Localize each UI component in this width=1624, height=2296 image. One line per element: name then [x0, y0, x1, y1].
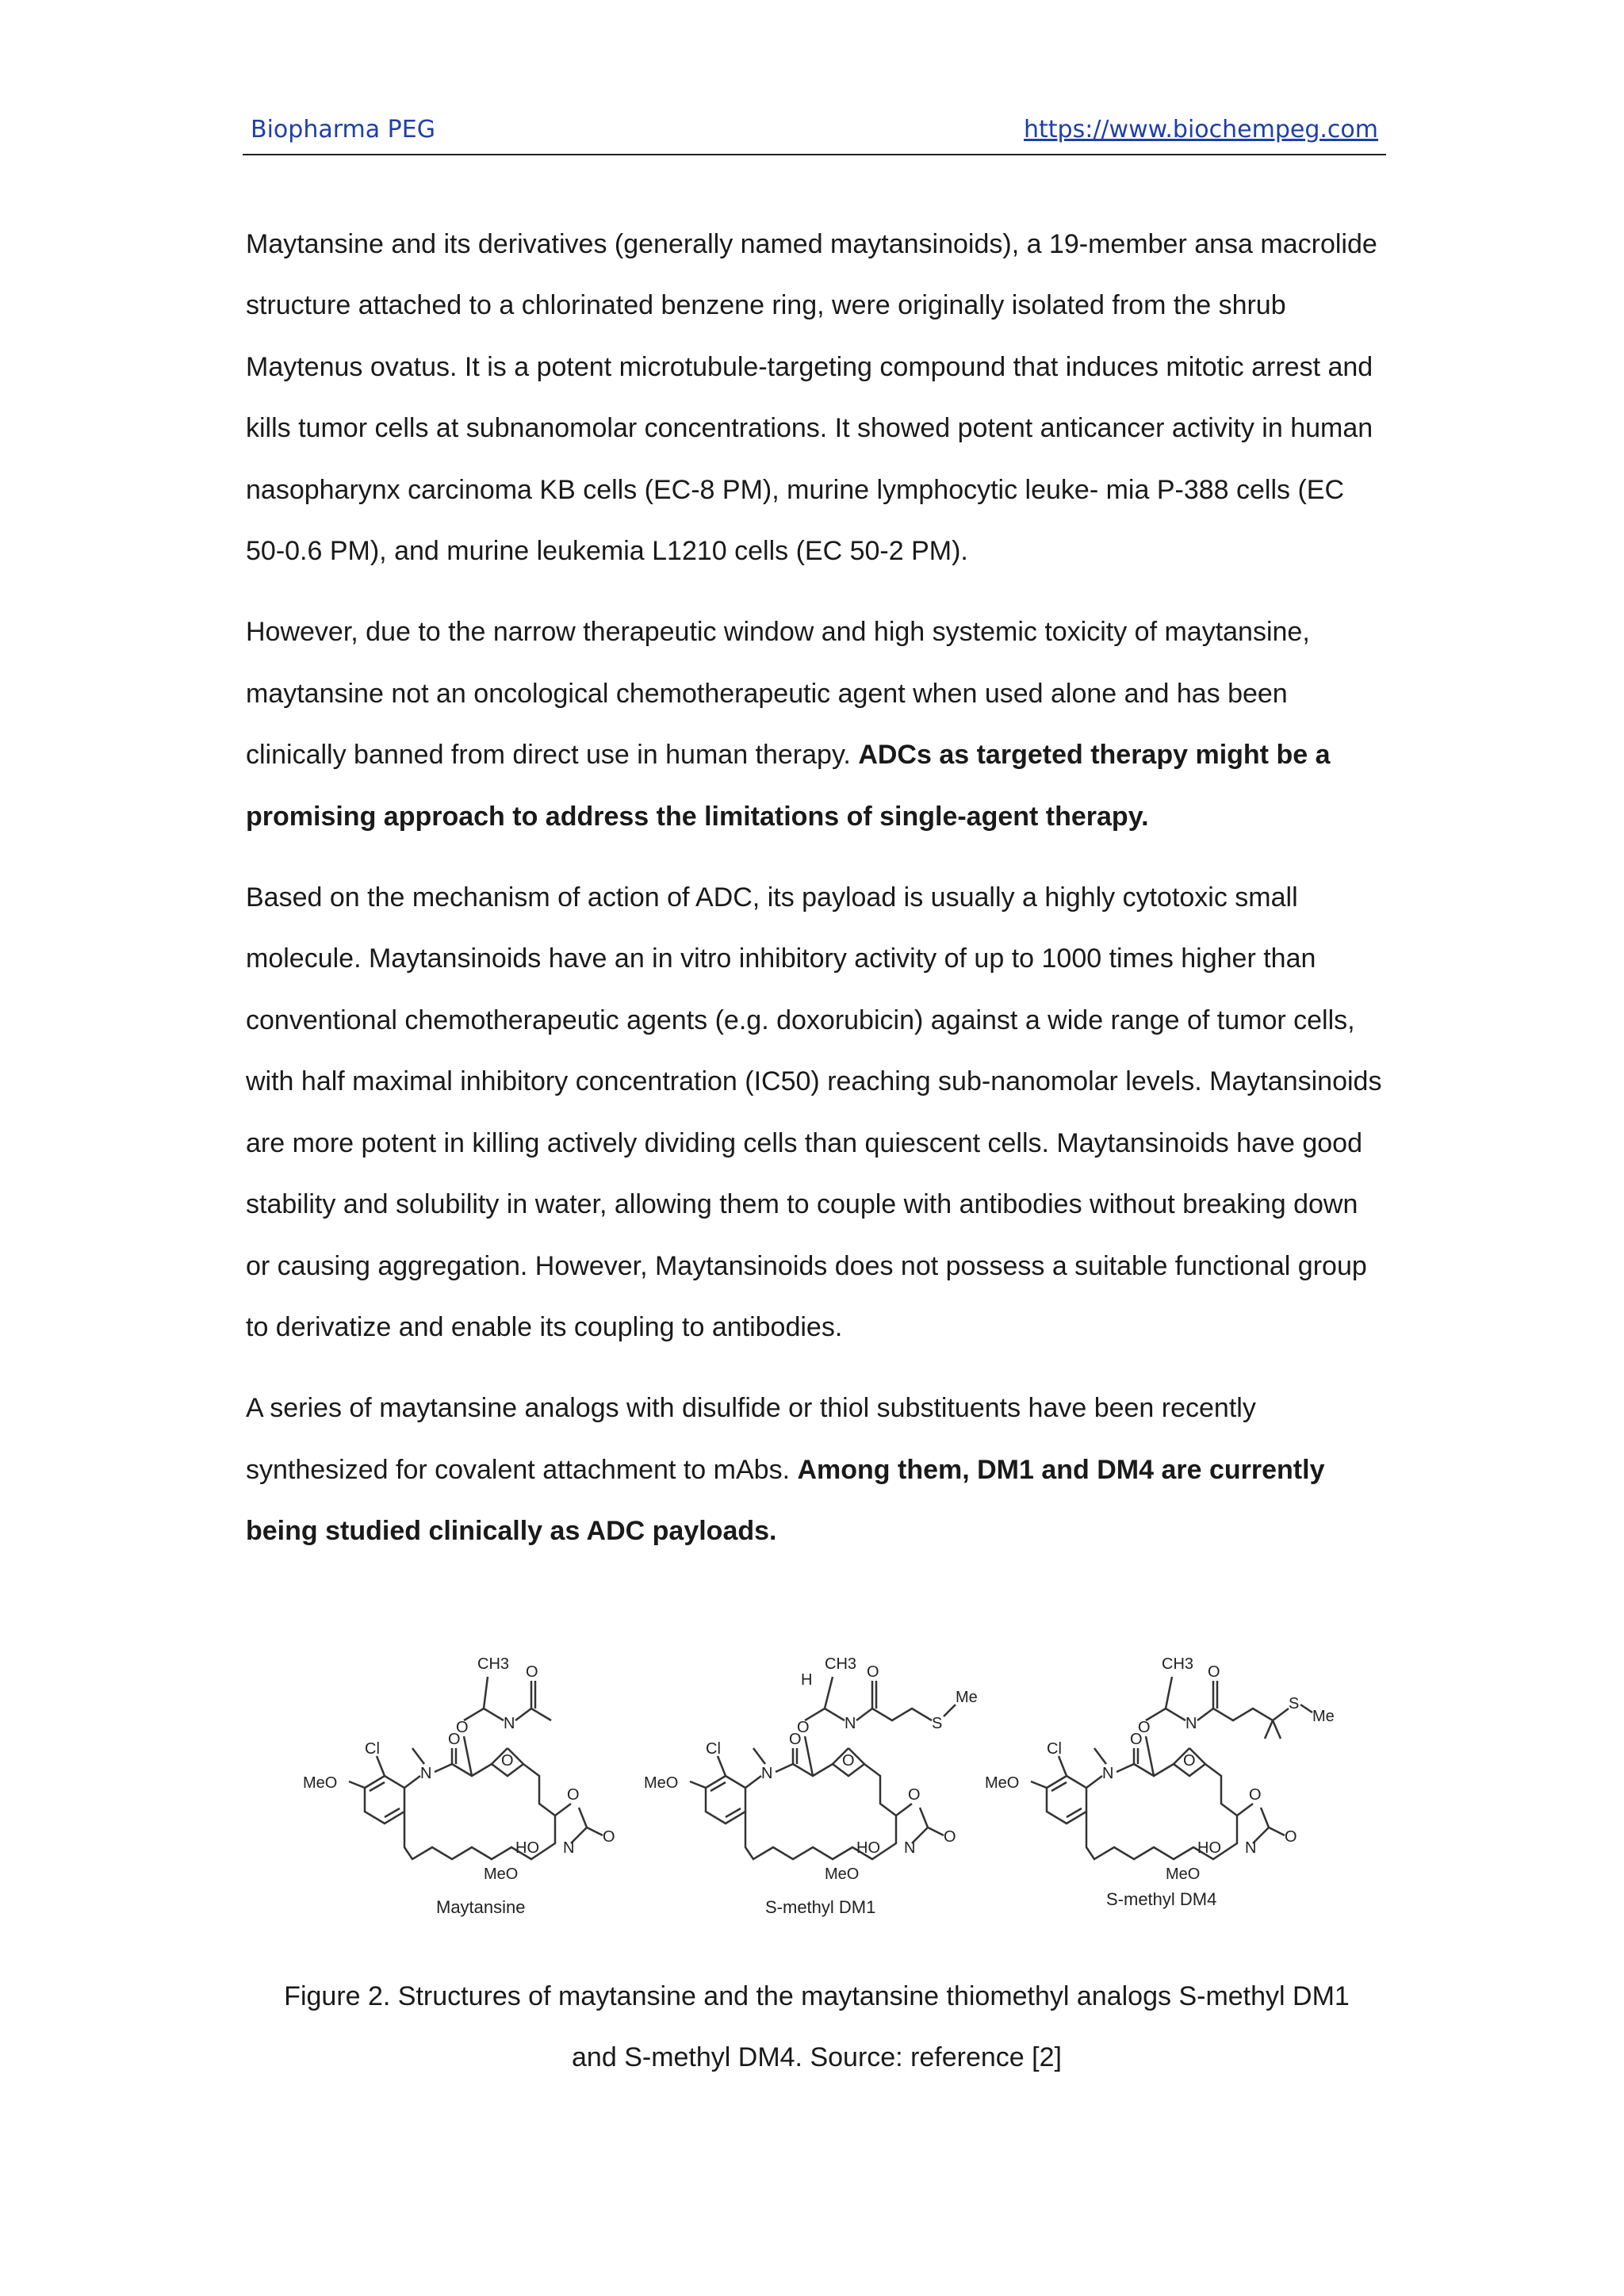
- ch3-label: CH3: [477, 1655, 510, 1673]
- body-text: [246, 214, 1388, 1582]
- cl-atom: Cl: [706, 1740, 721, 1758]
- nh-atom: N: [904, 1839, 916, 1857]
- carbamate-o-atom: O: [1285, 1828, 1297, 1846]
- side-o-atom: O: [526, 1663, 538, 1681]
- ester-o-atom: O: [797, 1719, 810, 1736]
- ho-atom: HO: [1197, 1839, 1221, 1857]
- structures-figure: [293, 1645, 1335, 1919]
- epoxide-o-atom: O: [501, 1752, 514, 1770]
- side-n-atom: N: [845, 1715, 856, 1732]
- paragraph-1: [246, 214, 1388, 582]
- s-methyl-dm1-structure: [644, 1655, 978, 1917]
- paragraph-4: [246, 1378, 1388, 1562]
- side-o-atom: O: [867, 1663, 879, 1681]
- nh-atom: N: [563, 1839, 575, 1857]
- s-atom: S: [932, 1715, 943, 1732]
- ch3-label: CH3: [825, 1655, 857, 1673]
- page-header: [243, 116, 1386, 155]
- ho-atom: HO: [856, 1839, 880, 1857]
- ho-atom: HO: [515, 1839, 539, 1857]
- caption-line-1: Figure 2. Structures of maytansine and the maytansine thiomethyl analogs S-methyl DM1: [284, 1981, 1350, 2011]
- caption-line-2: and S-methyl DM4. Source: reference [2]: [572, 2042, 1062, 2072]
- ch3-label: CH3: [1162, 1655, 1194, 1673]
- paragraph-3-text: Based on the mechanism of action of ADC, its payload is usually a highly cytotoxic small molecule. Maytansinoids have an in vitro inhibitory activity of up to 1000 times higher than conventional chemotherapeutic agents (e.g. doxorubicin) against a wide range of tumor cells, with half maximal inhibitory concentration (IC50) reaching sub-nanomolar levels. Maytansinoids are more potent in killing actively dividing cells than quiescent cells. Maytansinoids have good stability and solubility in water, allowing them to couple with antibodies without breaking down or causing aggregation. However, Maytansinoids does not possess a suitable functional group to derivatize and enable its coupling to antibodies.: [246, 882, 1382, 1342]
- epoxide-o-atom: O: [1183, 1752, 1196, 1770]
- s-methyl-dm4-label: S-methyl DM4: [1106, 1889, 1217, 1909]
- meo-atom: MeO: [644, 1774, 679, 1792]
- s-methyl-dm4-structure: [985, 1655, 1335, 1909]
- o-atom: O: [448, 1731, 461, 1748]
- chemical-structures-image: [293, 1645, 1335, 1919]
- side-n-atom: N: [504, 1715, 515, 1732]
- o-atom: O: [1130, 1731, 1143, 1748]
- meo-atom: MeO: [303, 1774, 338, 1792]
- ester-o-atom: O: [1138, 1719, 1151, 1736]
- meo-bottom-atom: MeO: [484, 1866, 519, 1883]
- ring-o-atom: O: [908, 1786, 921, 1804]
- s-methyl-dm1-label: S-methyl DM1: [765, 1897, 876, 1917]
- paragraph-3: [246, 867, 1388, 1358]
- maytansine-structure: [303, 1655, 615, 1917]
- epoxide-o-atom: O: [842, 1752, 855, 1770]
- side-o-atom: O: [1208, 1663, 1220, 1681]
- paragraph-2-bold-text: ADCs as targeted therapy might be a promising approach to address the limitations of single-agent therapy.: [246, 740, 1331, 832]
- me-atom: Me: [1312, 1708, 1335, 1725]
- h-label: H: [801, 1671, 813, 1689]
- meo-bottom-atom: MeO: [1166, 1866, 1201, 1883]
- n-atom: N: [761, 1765, 773, 1782]
- cl-atom: Cl: [365, 1740, 380, 1758]
- n-atom: N: [1102, 1765, 1114, 1782]
- header-brand: Biopharma PEG: [251, 116, 435, 144]
- paragraph-4-bold-text: Among them, DM1 and DM4 are currently being studied clinically as ADC payloads.: [246, 1454, 1325, 1547]
- maytansine-label: Maytansine: [436, 1897, 526, 1917]
- me-atom: Me: [956, 1689, 978, 1706]
- cl-atom: Cl: [1047, 1740, 1062, 1758]
- o-atom: O: [789, 1731, 802, 1748]
- paragraph-1-text: Maytansine and its derivatives (generally named maytansinoids), a 19-member ansa macrolide structure attached to a chlorinated benzene ring, were originally isolated from the shrub Maytenus ovatus. It is a potent microtubule-targeting compound that induces mitotic arrest and kills tumor cells at subnanomolar concentrations. It showed potent anticancer activity in human nasopharynx carcinoma KB cells (EC-8 PM), murine lymphocytic leuke- mia P-388 cells (EC 50-0.6 PM), and murine leukemia L1210 cells (EC 50-2 PM).: [246, 229, 1377, 567]
- header-url-link[interactable]: https://www.biochempeg.com: [1024, 116, 1378, 144]
- figure-caption: [238, 1966, 1396, 2088]
- ester-o-atom: O: [456, 1719, 469, 1736]
- meo-bottom-atom: MeO: [825, 1866, 860, 1883]
- paragraph-2-text: However, due to the narrow therapeutic window and high systemic toxicity of maytansine, maytansine not an oncological chemotherapeutic agent when used alone and has been clinically banned from direct use in human therapy.: [246, 617, 1310, 771]
- nh-atom: N: [1245, 1839, 1257, 1857]
- ring-o-atom: O: [1249, 1786, 1262, 1804]
- paragraph-2: [246, 602, 1388, 848]
- ring-o-atom: O: [567, 1786, 580, 1804]
- n-atom: N: [420, 1765, 432, 1782]
- carbamate-o-atom: O: [944, 1828, 956, 1846]
- meo-atom: MeO: [985, 1774, 1020, 1792]
- paragraph-4-text: A series of maytansine analogs with disulfide or thiol substituents have been recently synthesized for covalent attachment to mAbs.: [246, 1393, 1256, 1485]
- s-atom: S: [1289, 1695, 1300, 1712]
- carbamate-o-atom: O: [603, 1828, 615, 1846]
- side-n-atom: N: [1185, 1715, 1197, 1732]
